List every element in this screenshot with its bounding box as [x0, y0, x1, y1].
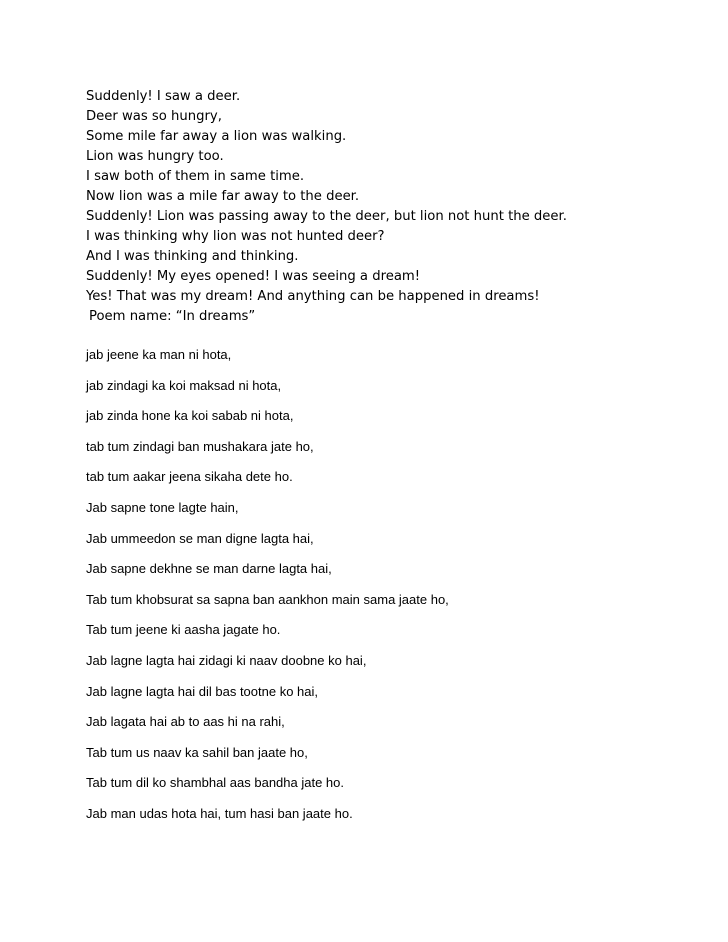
- poem-line: Jab lagata hai ab to aas hi na rahi,: [86, 714, 285, 730]
- poem-line: Tab tum khobsurat sa sapna ban aankhon main sama jaate ho,: [86, 591, 449, 607]
- poem-line: jab jeene ka man ni hota,: [86, 347, 232, 362]
- poem-line: Jab lagne lagta hai zidagi ki naav doobne ko hai,: [86, 652, 367, 668]
- story-line: Some mile far away a lion was walking.: [86, 129, 347, 144]
- story-line: I saw both of them in same time.: [86, 169, 305, 184]
- poem-text: [86, 347, 449, 837]
- poem-title: Poem name: “In dreams”: [89, 309, 256, 324]
- poem-line: tab tum zindagi ban mushakara jate ho,: [86, 438, 314, 454]
- story-line: I was thinking why lion was not hunted deer?: [86, 229, 385, 244]
- poem-line: Jab lagne lagta hai dil bas tootne ko hai,: [86, 683, 319, 699]
- poem-line: Tab tum dil ko shambhal aas bandha jate ho.: [86, 775, 345, 791]
- story-line: Suddenly! My eyes opened! I was seeing a dream!: [86, 269, 421, 284]
- story-text: [86, 87, 567, 327]
- poem-line: Tab tum jeene ki aasha jagate ho.: [86, 622, 281, 638]
- poem-line: Jab sapne dekhne se man darne lagta hai,: [86, 561, 332, 577]
- poem-line: tab tum aakar jeena sikaha dete ho.: [86, 469, 293, 485]
- poem-line: Jab ummeedon se man digne lagta hai,: [86, 530, 314, 546]
- poem-line: jab zinda hone ka koi sabab ni hota,: [86, 408, 294, 424]
- poem-line: Jab sapne tone lagte hain,: [86, 499, 239, 515]
- story-line: Deer was so hungry,: [86, 109, 222, 124]
- story-line: And I was thinking and thinking.: [86, 249, 299, 264]
- story-line: Suddenly! I saw a deer.: [86, 89, 241, 104]
- poem-line: jab zindagi ka koi maksad ni hota,: [86, 377, 282, 393]
- poem-line: Tab tum us naav ka sahil ban jaate ho,: [86, 744, 308, 760]
- poem-line: Jab man udas hota hai, tum hasi ban jaate ho.: [86, 805, 353, 821]
- story-line: Lion was hungry too.: [86, 149, 224, 164]
- story-line: Now lion was a mile far away to the deer.: [86, 189, 360, 204]
- story-line: Suddenly! Lion was passing away to the deer, but lion not hunt the deer.: [86, 209, 567, 224]
- story-line: Yes! That was my dream! And anything can be happened in dreams!: [86, 289, 540, 304]
